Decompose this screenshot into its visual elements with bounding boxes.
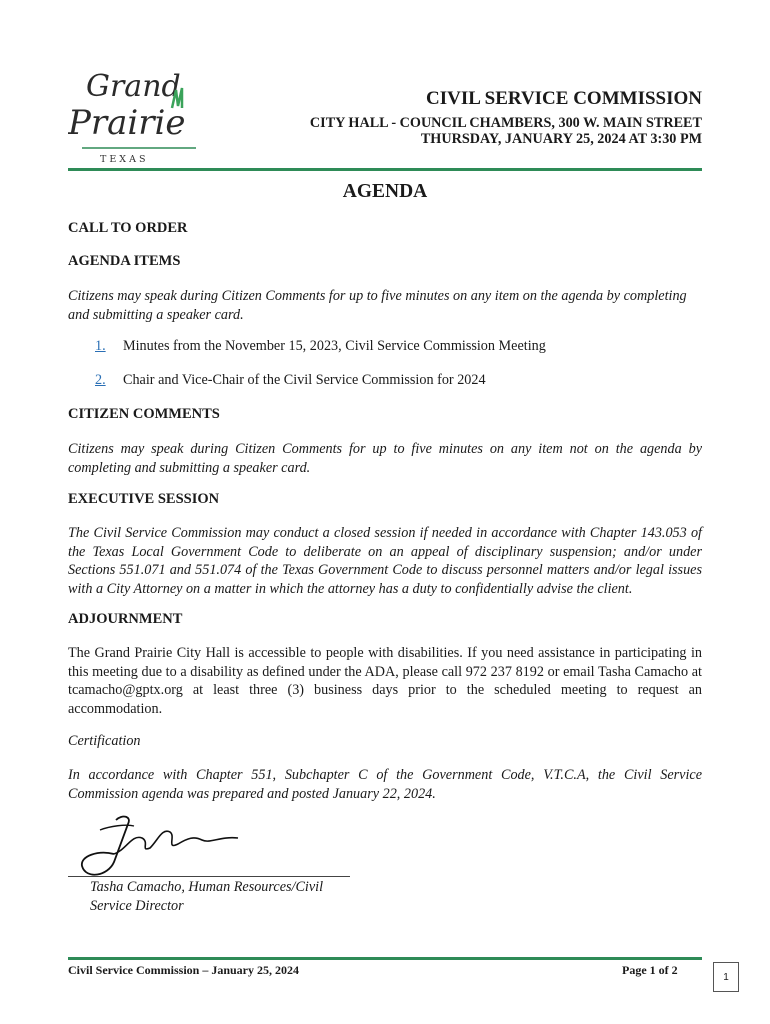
signatory-name-line-2: Service Director — [90, 897, 184, 914]
agenda-item-2-text: Chair and Vice-Chair of the Civil Service Commission for 2024 — [123, 372, 486, 388]
agenda-title: AGENDA — [342, 181, 428, 202]
logo-word-texas: T E X A S — [100, 154, 146, 165]
adjournment-heading: ADJOURNMENT — [68, 611, 183, 627]
certification-heading: Certification — [68, 733, 141, 749]
footer-page-count: Page 1 of 2 — [622, 963, 678, 977]
page-number-box: 1 — [713, 962, 739, 992]
grand-prairie-logo — [68, 66, 203, 166]
signatory-name — [90, 878, 350, 915]
citizen-comments-text: Citizens may speak during Citizen Comments for up to five minutes on any item not on the agenda by completing and submitting a speaker card. — [68, 441, 702, 476]
meeting-location: CITY HALL - COUNCIL CHAMBERS, 300 W. MAIN STREET — [309, 115, 702, 131]
agenda-item-2-number[interactable]: 2. — [95, 372, 106, 388]
agenda-item-1-number[interactable]: 1. — [95, 338, 106, 354]
citizen-comments-heading: CITIZEN COMMENTS — [68, 406, 220, 422]
signatory-name-line-1: Tasha Camacho, Human Resources/Civil — [90, 879, 324, 895]
commission-title: CIVIL SERVICE COMMISSION — [426, 88, 702, 109]
meeting-date: THURSDAY, JANUARY 25, 2024 AT 3:30 PM — [420, 131, 702, 147]
certification-text: In accordance with Chapter 551, Subchapter C of the Government Code, V.T.C.A, the Civil Service Commission agenda was prepared and posted January 22, 2024. — [68, 767, 702, 802]
signature-line — [68, 876, 350, 877]
footer-meeting-label: Civil Service Commission – January 25, 2024 — [68, 963, 299, 977]
agenda-items-heading: AGENDA ITEMS — [68, 253, 181, 269]
logo-word-grand: Grand — [86, 69, 181, 104]
call-to-order-heading: CALL TO ORDER — [68, 220, 188, 236]
header-divider — [68, 168, 702, 171]
executive-session-text: The Civil Service Commission may conduct a closed session if needed in accordance with Chapter 143.053 of the Texas Local Government Code to deliberate on an appeal of disciplinary suspension; and/or under Sections 551.071 and 551.074 of the Texas Government Code to discuss personnel matters and/or legal issues with a City Attorney on a matter in which the attorney has a duty to confidentially advise the client. — [68, 525, 702, 597]
agenda-items-note: Citizens may speak during Citizen Comments for up to five minutes on any item on the agenda by completing and submitting a speaker card. — [68, 288, 687, 323]
handwritten-signature — [70, 810, 250, 882]
agenda-item-1-text: Minutes from the November 15, 2023, Civil Service Commission Meeting — [123, 338, 546, 354]
footer-divider — [68, 957, 702, 960]
executive-session-heading: EXECUTIVE SESSION — [68, 491, 220, 507]
adjournment-text: The Grand Prairie City Hall is accessible to people with disabilities. If you need assistance in participating in this meeting due to a disability as defined under the ADA, please call 972 237 8192 or email Tasha Camacho at tcamacho@gptx.org at least three (3) business days prior to the scheduled meeting to request an accommodation. — [68, 645, 702, 717]
logo-word-prairie: Prairie — [68, 103, 186, 143]
